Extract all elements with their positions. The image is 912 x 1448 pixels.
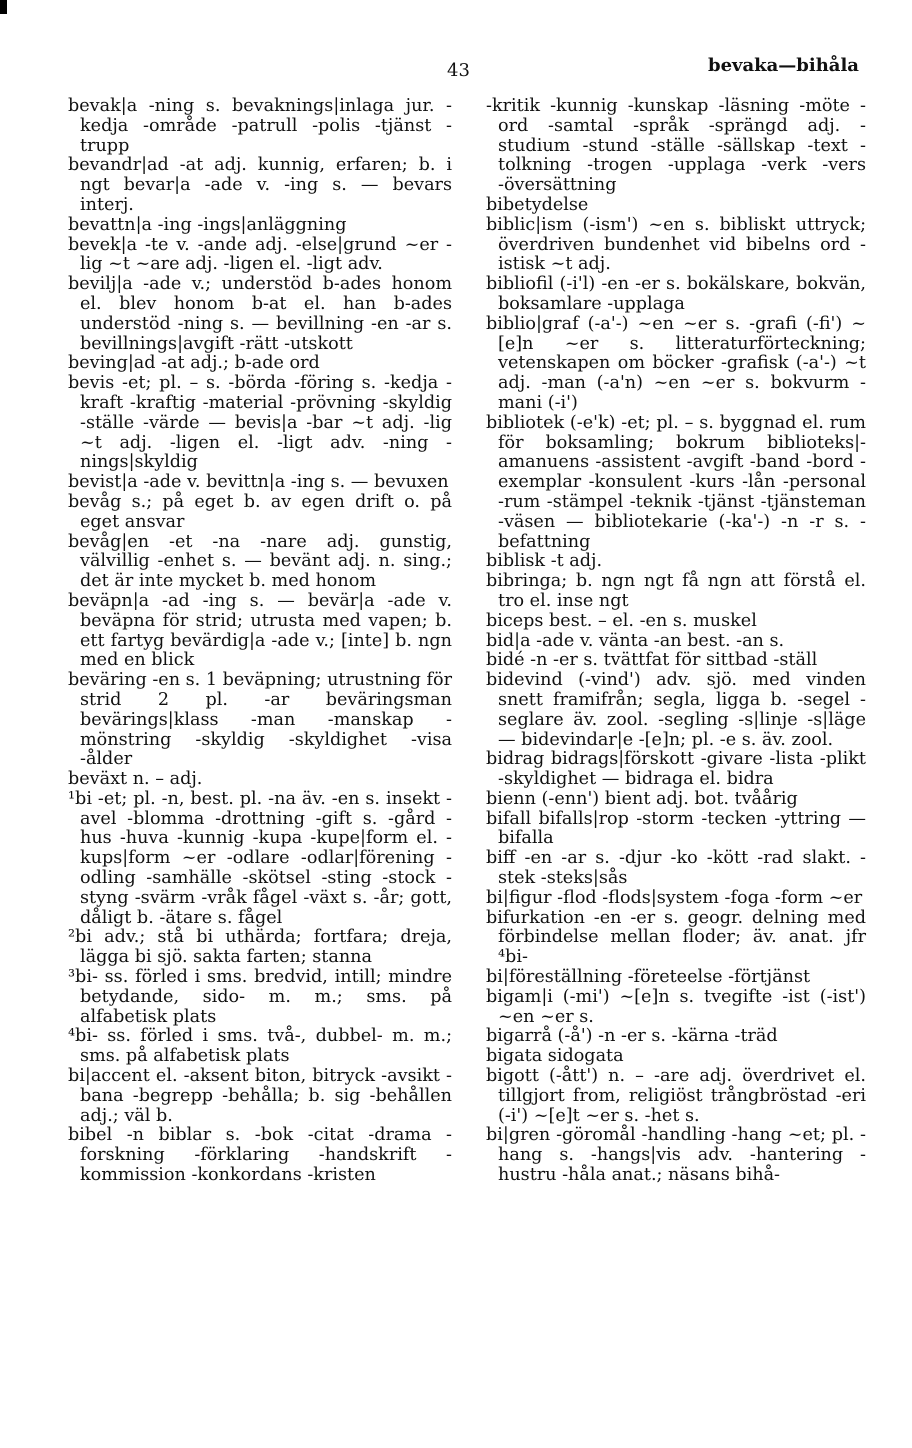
dictionary-entry: bevek|a -te v. -ande adj. -else|grund ~er -lig ~t ~are adj. -ligen el. -ligt adv. [68,234,452,275]
dictionary-entry: bienn (-enn') bient adj. bot. tvåårig [486,788,798,809]
left-column [68,97,452,1186]
dictionary-entry: beväxt n. – adj. [68,769,203,790]
dictionary-entry: bi|accent el. -aksent biton, bitryck -avsikt -bana -begrepp -behålla; b. sig -behållen adj.; väl b. [68,1066,452,1126]
dictionary-entry: bevak|a -ning s. bevaknings|inlaga jur. -kedja -område -patrull -polis -tjänst -trupp [68,96,452,156]
dictionary-entry: beväpn|a -ad -ing s. — bevär|a -ade v. beväpna för strid; utrusta med vapen; b. ett fartyg bevärdig|a -ade v.; [inte] b. ngn med en blick [68,590,452,671]
dictionary-entry: bibringa; b. ngn ngt få ngn att förstå el. tro el. inse ngt [486,571,866,611]
dictionary-entry: bibliofil (-i'l) -en -er s. bokälskare, bokvän, boksamlare -upplaga [486,274,866,314]
dictionary-entry: bi|föreställning -företeelse -förtjänst [486,967,811,988]
dictionary-entry: ⁴bi- ss. förled i sms. två-, dubbel- m. m.; sms. på alfabetisk plats [68,1026,452,1067]
dictionary-entry: bevilj|a -ade v.; understöd b-ades honom el. blev honom b-at el. han b-ades understöd -ning s. — bevillning -en -ar s. bevillnings|avgift -rätt -utskott [68,274,452,354]
dictionary-entry: ¹bi -et; pl. -n, best. pl. -na äv. -en s. insekt -avel -blomma -drottning -gift s. -gård -hus -huva -kunnig -kupa -kupe|form el. -kups|form ~er -odlare -odlar|förening -odling -samhälle -skötsel -sting -stock -styng -svärm -vråk fågel -växt s. -år; gott, dåligt b. -ätare s. fågel [68,788,452,928]
dictionary-entry: bifurkation -en -er s. geogr. delning med förbindelse mellan floder; äv. anat. jfr ⁴bi- [486,907,866,968]
dictionary-entry: bigata sidogata [486,1046,624,1067]
dictionary-entry: ³bi- ss. förled i sms. bredvid, intill; mindre betydande, sido- m. m.; sms. på alfabetisk plats [68,967,452,1027]
dictionary-entry: bidé -n -er s. tvättfat för sittbad -ställ [486,650,818,671]
dictionary-entry: bevandr|ad -at adj. kunnig, erfaren; b. i ngt bevar|a -ade v. -ing s. — bevars interj. [68,155,452,215]
dictionary-entry: bifall bifalls|rop -storm -tecken -yttring — bifalla [486,808,866,849]
dictionary-entry: bigott (-ått') n. – -are adj. överdrivet el. tillgjort from, religiöst trångbröstad -eri (-i') ~[e]t ~er s. -het s. [486,1066,866,1126]
dictionary-entry: bidevind (-vind') adv. sjö. med vinden snett framifrån; segla, ligga b. -segel -seglare äv. zool. -segling -s|linje -s|läge — bidevindar|e -[e]n; pl. -e s. äv. zool. [486,670,866,750]
dictionary-entry: biblisk -t adj. [486,551,603,572]
right-column [486,97,866,1186]
dictionary-entry: bevåg s.; på eget b. av egen drift o. på eget ansvar [68,491,452,532]
dictionary-entry: biceps best. – el. -en s. muskel [486,610,757,631]
dictionary-entry: bigam|i (-mi') ~[e]n s. tvegifte -ist (-ist') ~en ~er s. [486,986,866,1027]
running-head: bevaka—bihåla [708,55,859,76]
dictionary-entry: bidrag bidrags|förskott -givare -lista -plikt -skyldighet — bidraga el. bidra [486,749,866,790]
page-top-edge [0,0,912,10]
dictionary-entry: biblio|graf (-a'-) ~en ~er s. -grafi (-fi') ~[e]n ~er s. litteraturförteckning; vetenskapen om böcker -grafisk (-a'-) ~t adj. -man (-a'n) ~en ~er s. bokvurm -mani (-i') [486,313,866,413]
dictionary-entry: bi|figur -flod -flods|system -foga -form ~er [486,887,863,908]
scan-corner-mark [0,0,7,14]
dictionary-entry: bigarrå (-å') -n -er s. -kärna -träd [486,1026,778,1047]
dictionary-entry: bevåg|en -et -na -nare adj. gunstig, välvillig -enhet s. — bevänt adj. n. sing.; det är inte mycket b. med honom [68,531,452,592]
dictionary-entry: bibetydelse [486,194,589,215]
dictionary-entry: bevist|a -ade v. bevittn|a -ing s. — bevuxen [68,472,449,493]
dictionary-entry: bevattn|a -ing -ings|anläggning [68,214,347,235]
dictionary-entry: bevis -et; pl. – s. -börda -föring s. -kedja -kraft -kraftig -material -prövning -skyldig -ställe -värde — bevis|a -bar ~t adj. -lig ~t adj. -ligen el. -ligt adv. -ning -nings|skyldig [68,373,452,473]
dictionary-entry: bibliotek (-e'k) -et; pl. – s. byggnad el. rum för boksamling; bokrum biblioteks|-amanuens -assistent -avgift -band -bord -exemplar -konsulent -kurs -lån -personal -rum -stämpel -teknik -tjänst -tjänsteman -väsen — bibliotekarie (-ka'-) -n -r s. -befattning [486,412,866,552]
dictionary-entry: biff -en -ar s. -djur -ko -kött -rad slakt. -stek -steks|sås [486,848,866,889]
dictionary-entry: bid|a -ade v. vänta -an best. -an s. [486,630,785,651]
page-number: 43 [447,60,470,81]
dictionary-entry: beväring -en s. 1 beväpning; utrustning för strid 2 pl. -ar beväringsman bevärings|klass -man -manskap -mönstring -skyldig -skyldighet -visa -ålder [68,670,452,770]
dictionary-entry: ²bi adv.; stå bi uthärda; fortfara; dreja, lägga bi sjö. sakta farten; stanna [68,927,452,968]
dictionary-entry: beving|ad -at adj.; b-ade ord [68,353,320,374]
dictionary-entry: bibel -n biblar s. -bok -citat -drama -forskning -förklaring -handskrift -kommission -konkordans -kristen [68,1125,452,1186]
dictionary-entry: bi|gren -göromål -handling -hang ~et; pl. -hang s. -hangs|vis adv. -hantering -hustru -håla anat.; näsans bihå- [486,1125,866,1186]
dictionary-entry: -kritik -kunnig -kunskap -läsning -möte -ord -samtal -språk -sprängd adj. -studium -stund -ställe -sällskap -text -tolkning -trogen -upplaga -verk -vers -översättning [486,96,866,196]
dictionary-entry: biblic|ism (-ism') ~en s. bibliskt uttryck; överdriven bundenhet vid bibelns ord -istisk ~t adj. [486,214,866,275]
